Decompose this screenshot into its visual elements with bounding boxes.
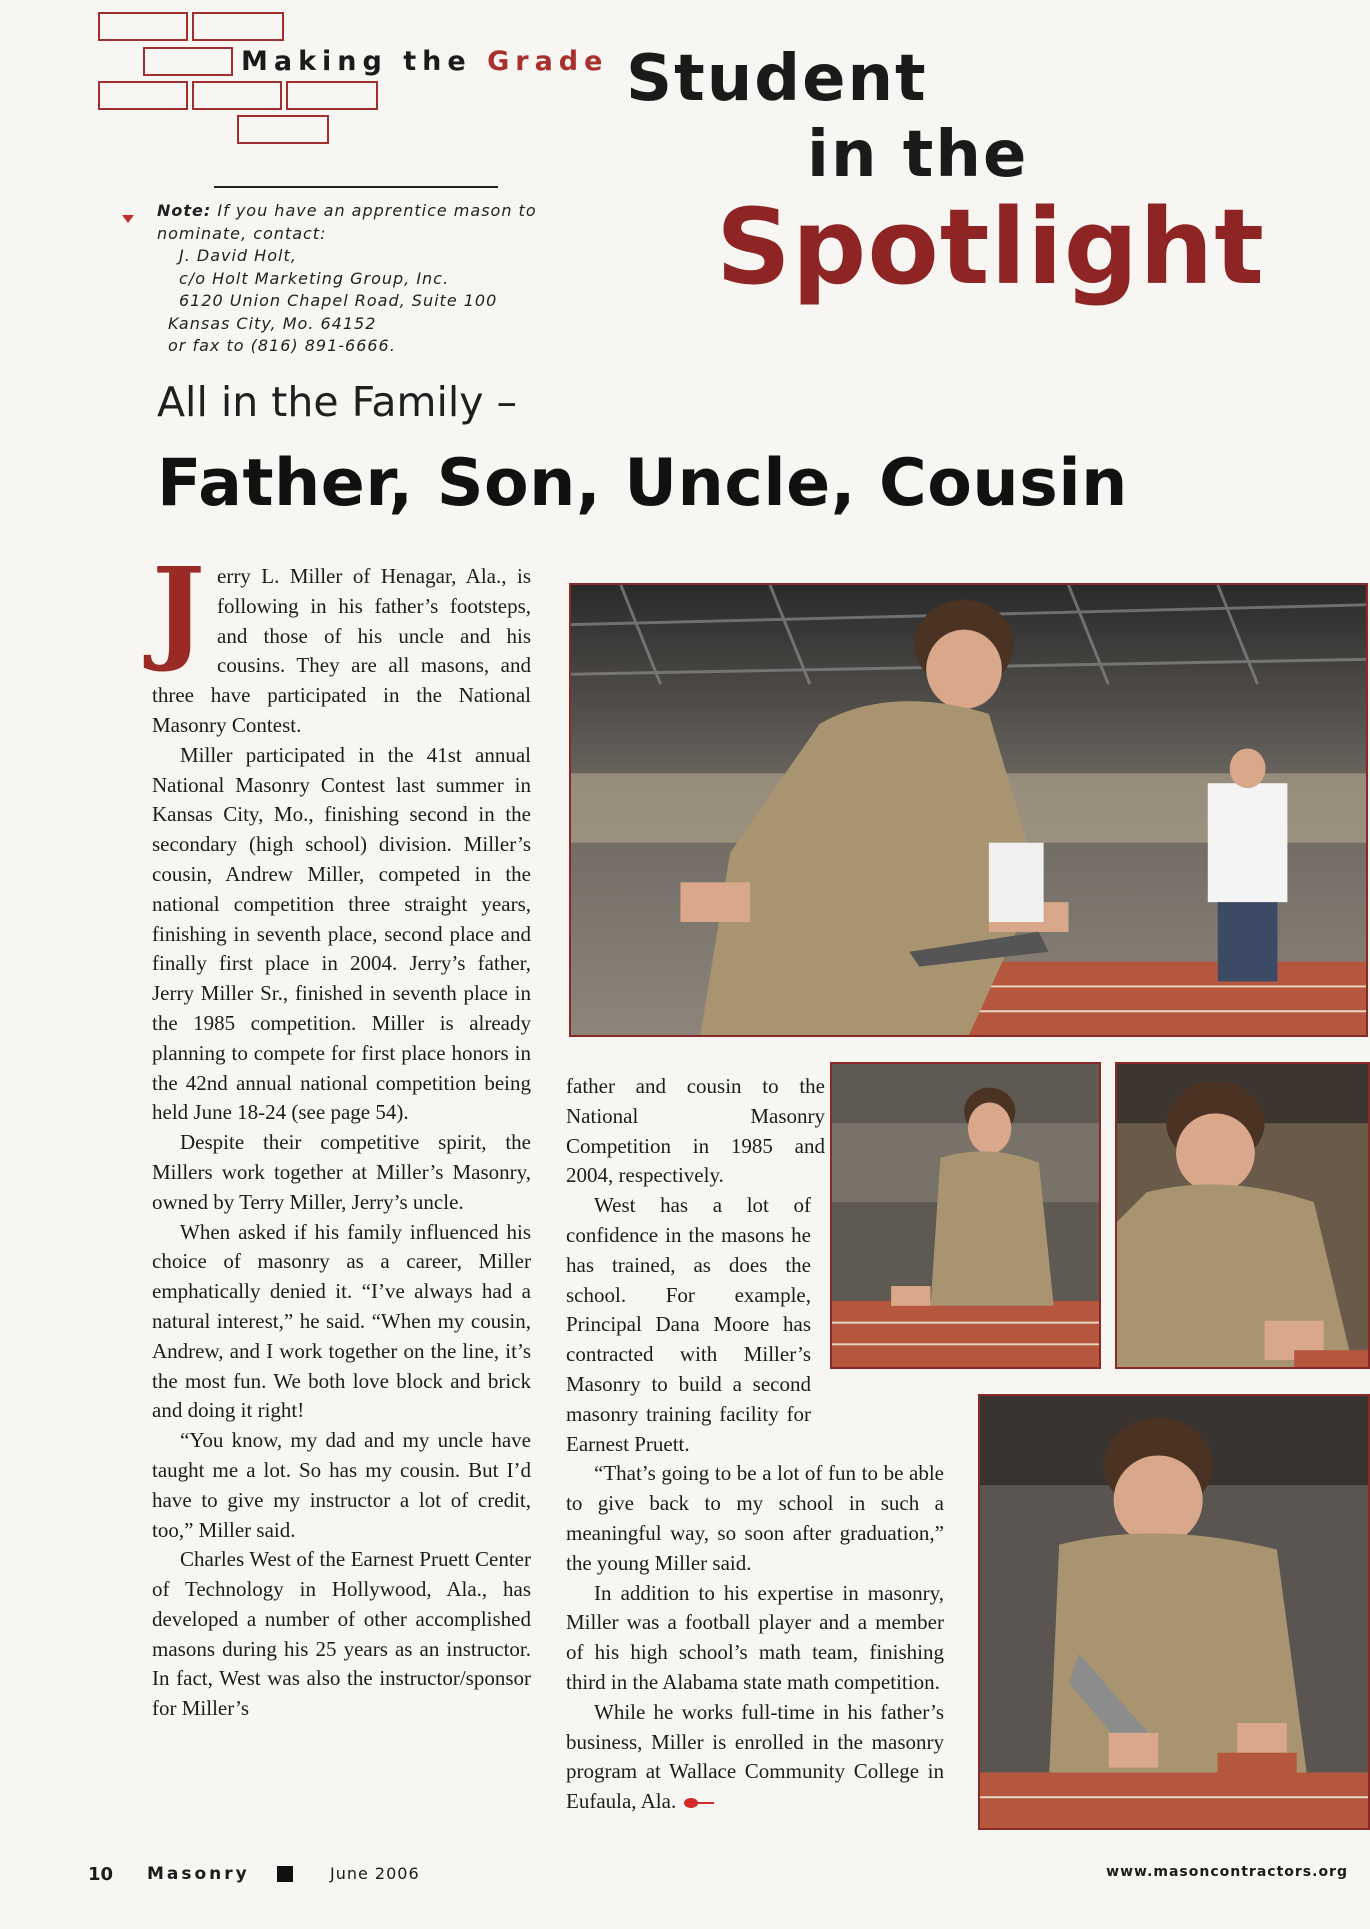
brick — [192, 81, 282, 110]
paragraph: West has a lot of confidence in the masons he has trained, as does the school. For example, Principal Dana Moore has contracted with Miller’s Masonry to build a second masonry training facility for Earnest Pruett. — [566, 1193, 811, 1456]
note-company: c/o Holt Marketing Group, Inc. — [179, 268, 450, 288]
trowel-end-icon — [684, 1798, 714, 1808]
photo-inset-right-image — [1117, 1064, 1368, 1367]
photo-bottom-right-image — [980, 1396, 1368, 1828]
page-number: 10 — [88, 1864, 114, 1885]
headline-spotlight: Spotlight — [716, 186, 1266, 308]
photo-inset-left-image — [832, 1064, 1099, 1367]
note-lead: Note: — [157, 201, 212, 220]
note-fax: or fax to (816) 891-6666. — [168, 336, 396, 355]
footer-square-icon — [277, 1866, 293, 1882]
brick — [98, 81, 188, 110]
brick — [98, 12, 188, 41]
brick — [237, 115, 329, 144]
section-label-red: Grade — [487, 46, 609, 77]
note-line: If you have an apprentice mason to — [217, 201, 537, 220]
headline-student: Student — [626, 42, 928, 116]
brick — [192, 12, 284, 41]
paragraph-text: erry L. Miller of Henagar, Ala., is following in his father’s footsteps, and those of his uncle and his cousins. They are all masons, and three have participated in the National Masonry Contest. — [152, 564, 531, 737]
nomination-note — [157, 200, 537, 358]
photo-bottom-right — [978, 1394, 1370, 1830]
magazine-name: Masonry — [147, 1864, 250, 1884]
note-line: nominate, contact: — [157, 223, 327, 243]
paragraph: In addition to his expertise in masonry, Miller was a football player and a member of his high school’s math team, finishing third in the Alabama state math competition. — [566, 1580, 944, 1694]
note-street: 6120 Union Chapel Road, Suite 100 — [179, 291, 498, 310]
paragraph — [152, 544, 531, 741]
paragraph: father and cousin to the National Masonry Competition in 1985 and 2004, respectively. — [566, 1074, 825, 1188]
photo-inset-left — [830, 1062, 1101, 1369]
article-title: Father, Son, Uncle, Cousin — [157, 446, 1128, 521]
issue-date: June 2006 — [330, 1864, 420, 1883]
paragraph: When asked if his family influenced his choice of masonry as a career, Miller emphatically denied it. “I’ve always had a natural interest,” he said. “When my cousin, Andrew, and I work together on the line, it’s the most fun. We both love block and brick and doing it right! — [152, 1219, 531, 1423]
divider — [214, 186, 498, 188]
paragraph: Charles West of the Earnest Pruett Center of Technology in Hollywood, Ala., has developed a number of other accomplished masons during his 25 years as an instructor. In fact, West was also the instructor/sponsor for Miller’s — [152, 1547, 531, 1721]
section-label-dark: Making the — [241, 46, 472, 77]
paragraph: Despite their competitive spirit, the Millers work together at Miller’s Masonry, owned by Terry Miller, Jerry’s uncle. — [152, 1130, 531, 1214]
brick — [143, 47, 233, 76]
brick — [286, 81, 378, 110]
website-url[interactable]: www.masoncontractors.org — [1106, 1864, 1348, 1880]
paragraph: “That’s going to be a lot of fun to be able to give back to my school in such a meaningful way, so soon after graduation,” the young Miller said. — [566, 1461, 944, 1575]
headline-in-the: in the — [807, 118, 1029, 192]
photo-inset-right — [1115, 1062, 1370, 1369]
photo-main-image — [571, 585, 1366, 1035]
paragraph: “You know, my dad and my uncle have taught me a lot. So has my cousin. But I’d have to give my instructor a lot of credit, too,” Miller said. — [152, 1428, 531, 1542]
article-kicker: All in the Family – — [157, 378, 518, 426]
paragraph — [566, 1698, 944, 1817]
paragraph: Miller participated in the 41st annual National Masonry Contest last summer in Kansas City, Mo., finishing second in the secondary (high school) division. Miller’s cousin, Andrew Miller, competed in the national competition three straight years, finishing in seventh place, second place and finally first place in 2004. Jerry’s father, Jerry Miller Sr., finished in seventh place in the 1985 competition. Miller is already planning to compete for first place honors in the 42nd annual national competition being held June 18-24 (see page 54). — [152, 742, 531, 1125]
drop-cap: J — [152, 544, 205, 675]
article-column-1 — [152, 544, 531, 1724]
note-city: Kansas City, Mo. 64152 — [168, 313, 377, 333]
photo-main-competition — [569, 583, 1368, 1037]
note-arrow-icon — [122, 215, 134, 223]
section-label — [241, 46, 608, 77]
paragraph-text: While he works full-time in his father’s business, Miller is enrolled in the masonry program at Wallace Community College in Eufaula, Ala. — [566, 1699, 944, 1814]
note-contact-name: J. David Holt, — [179, 246, 297, 265]
